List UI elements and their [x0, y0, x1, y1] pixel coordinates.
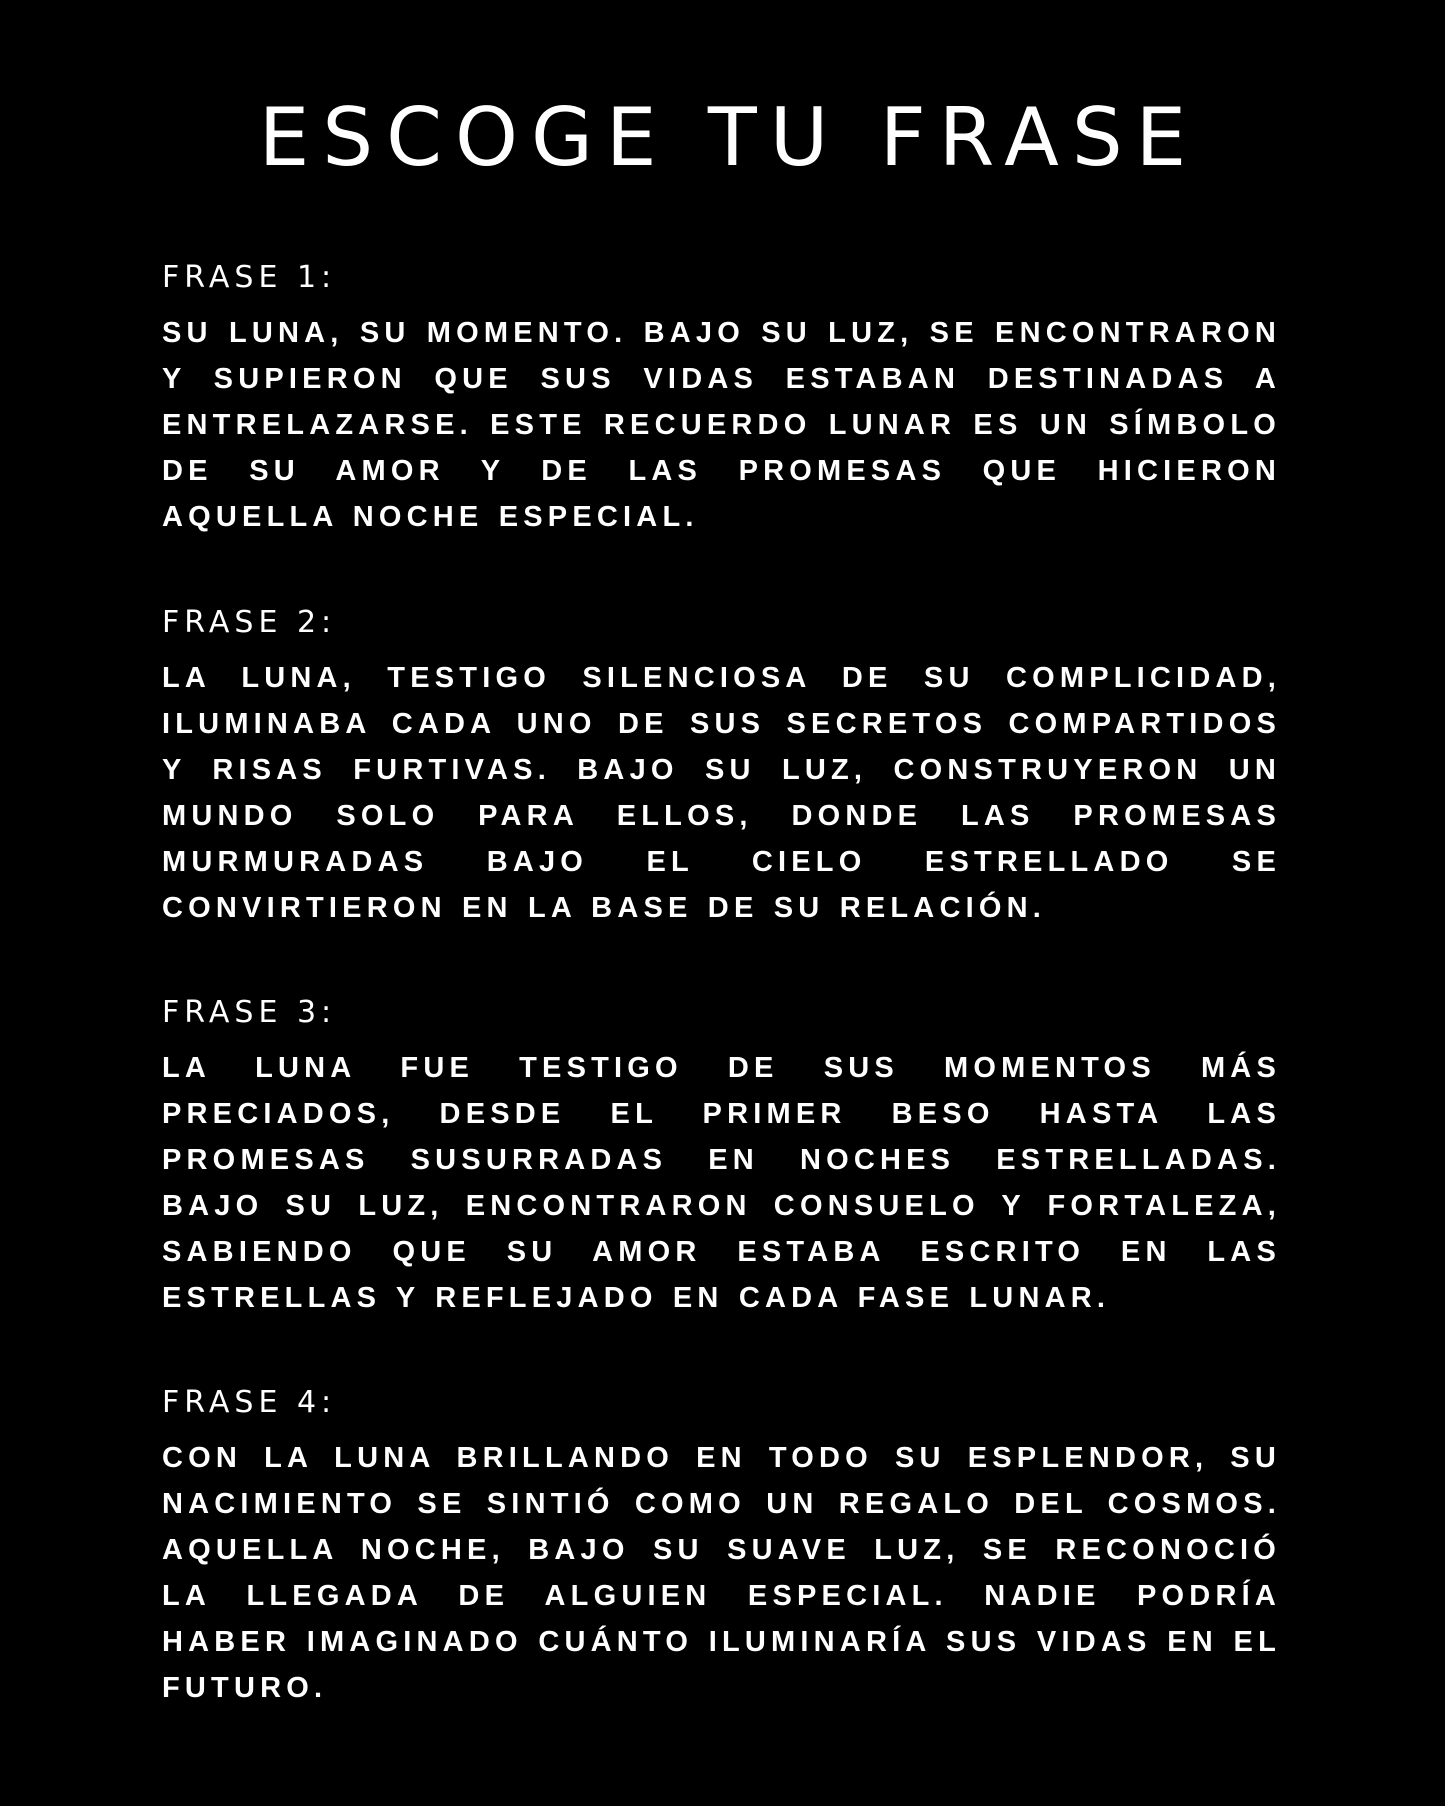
phrase-label: FRASE 4:: [162, 1385, 337, 1420]
phrase-option-2: [162, 605, 1281, 931]
phrase-text: LA LUNA FUE TESTIGO DE SUS MOMENTOS MÁS PRECIADOS, DESDE EL PRIMER BESO HASTA LAS PROMESAS SUSURRADAS EN NOCHES ESTRELLADAS. BAJO SU LUZ, ENCONTRARON CONSUELO Y FORTALEZA, SABIENDO QUE SU AMOR ESTABA ESCRITO EN LAS ESTRELLAS Y REFLEJADO EN CADA FASE LUNAR.: [162, 1052, 1281, 1314]
phrase-text: LA LUNA, TESTIGO SILENCIOSA DE SU COMPLICIDAD, ILUMINABA CADA UNO DE SUS SECRETOS COMPARTIDOS Y RISAS FURTIVAS. BAJO SU LUZ, CONSTRUYERON UN MUNDO SOLO PARA ELLOS, DONDE LAS PROMESAS MURMURADAS BAJO EL CIELO ESTRELLADO SE CONVIRTIERON EN LA BASE DE SU RELACIÓN.: [162, 662, 1281, 924]
phrase-text: CON LA LUNA BRILLANDO EN TODO SU ESPLENDOR, SU NACIMIENTO SE SINTIÓ COMO UN REGALO DEL COSMOS. AQUELLA NOCHE, BAJO SU SUAVE LUZ, SE RECONOCIÓ LA LLEGADA DE ALGUIEN ESPECIAL. NADIE PODRÍA HABER IMAGINADO CUÁNTO ILUMINARÍA SUS VIDAS EN EL FUTURO.: [162, 1442, 1281, 1704]
page-title: ESCOGE TU FRASE: [258, 91, 1200, 184]
phrase-label: FRASE 2:: [162, 605, 337, 640]
phrase-option-1: [162, 260, 1281, 540]
phrase-label: FRASE 1:: [162, 260, 337, 295]
phrase-label: FRASE 3:: [162, 995, 337, 1030]
phrase-option-3: [162, 995, 1281, 1321]
phrase-text: SU LUNA, SU MOMENTO. BAJO SU LUZ, SE ENCONTRARON Y SUPIERON QUE SUS VIDAS ESTABAN DESTINADAS A ENTRELAZARSE. ESTE RECUERDO LUNAR ES UN SÍMBOLO DE SU AMOR Y DE LAS PROMESAS QUE HICIERON AQUELLA NOCHE ESPECIAL.: [162, 317, 1281, 533]
phrase-option-4: [162, 1385, 1281, 1711]
